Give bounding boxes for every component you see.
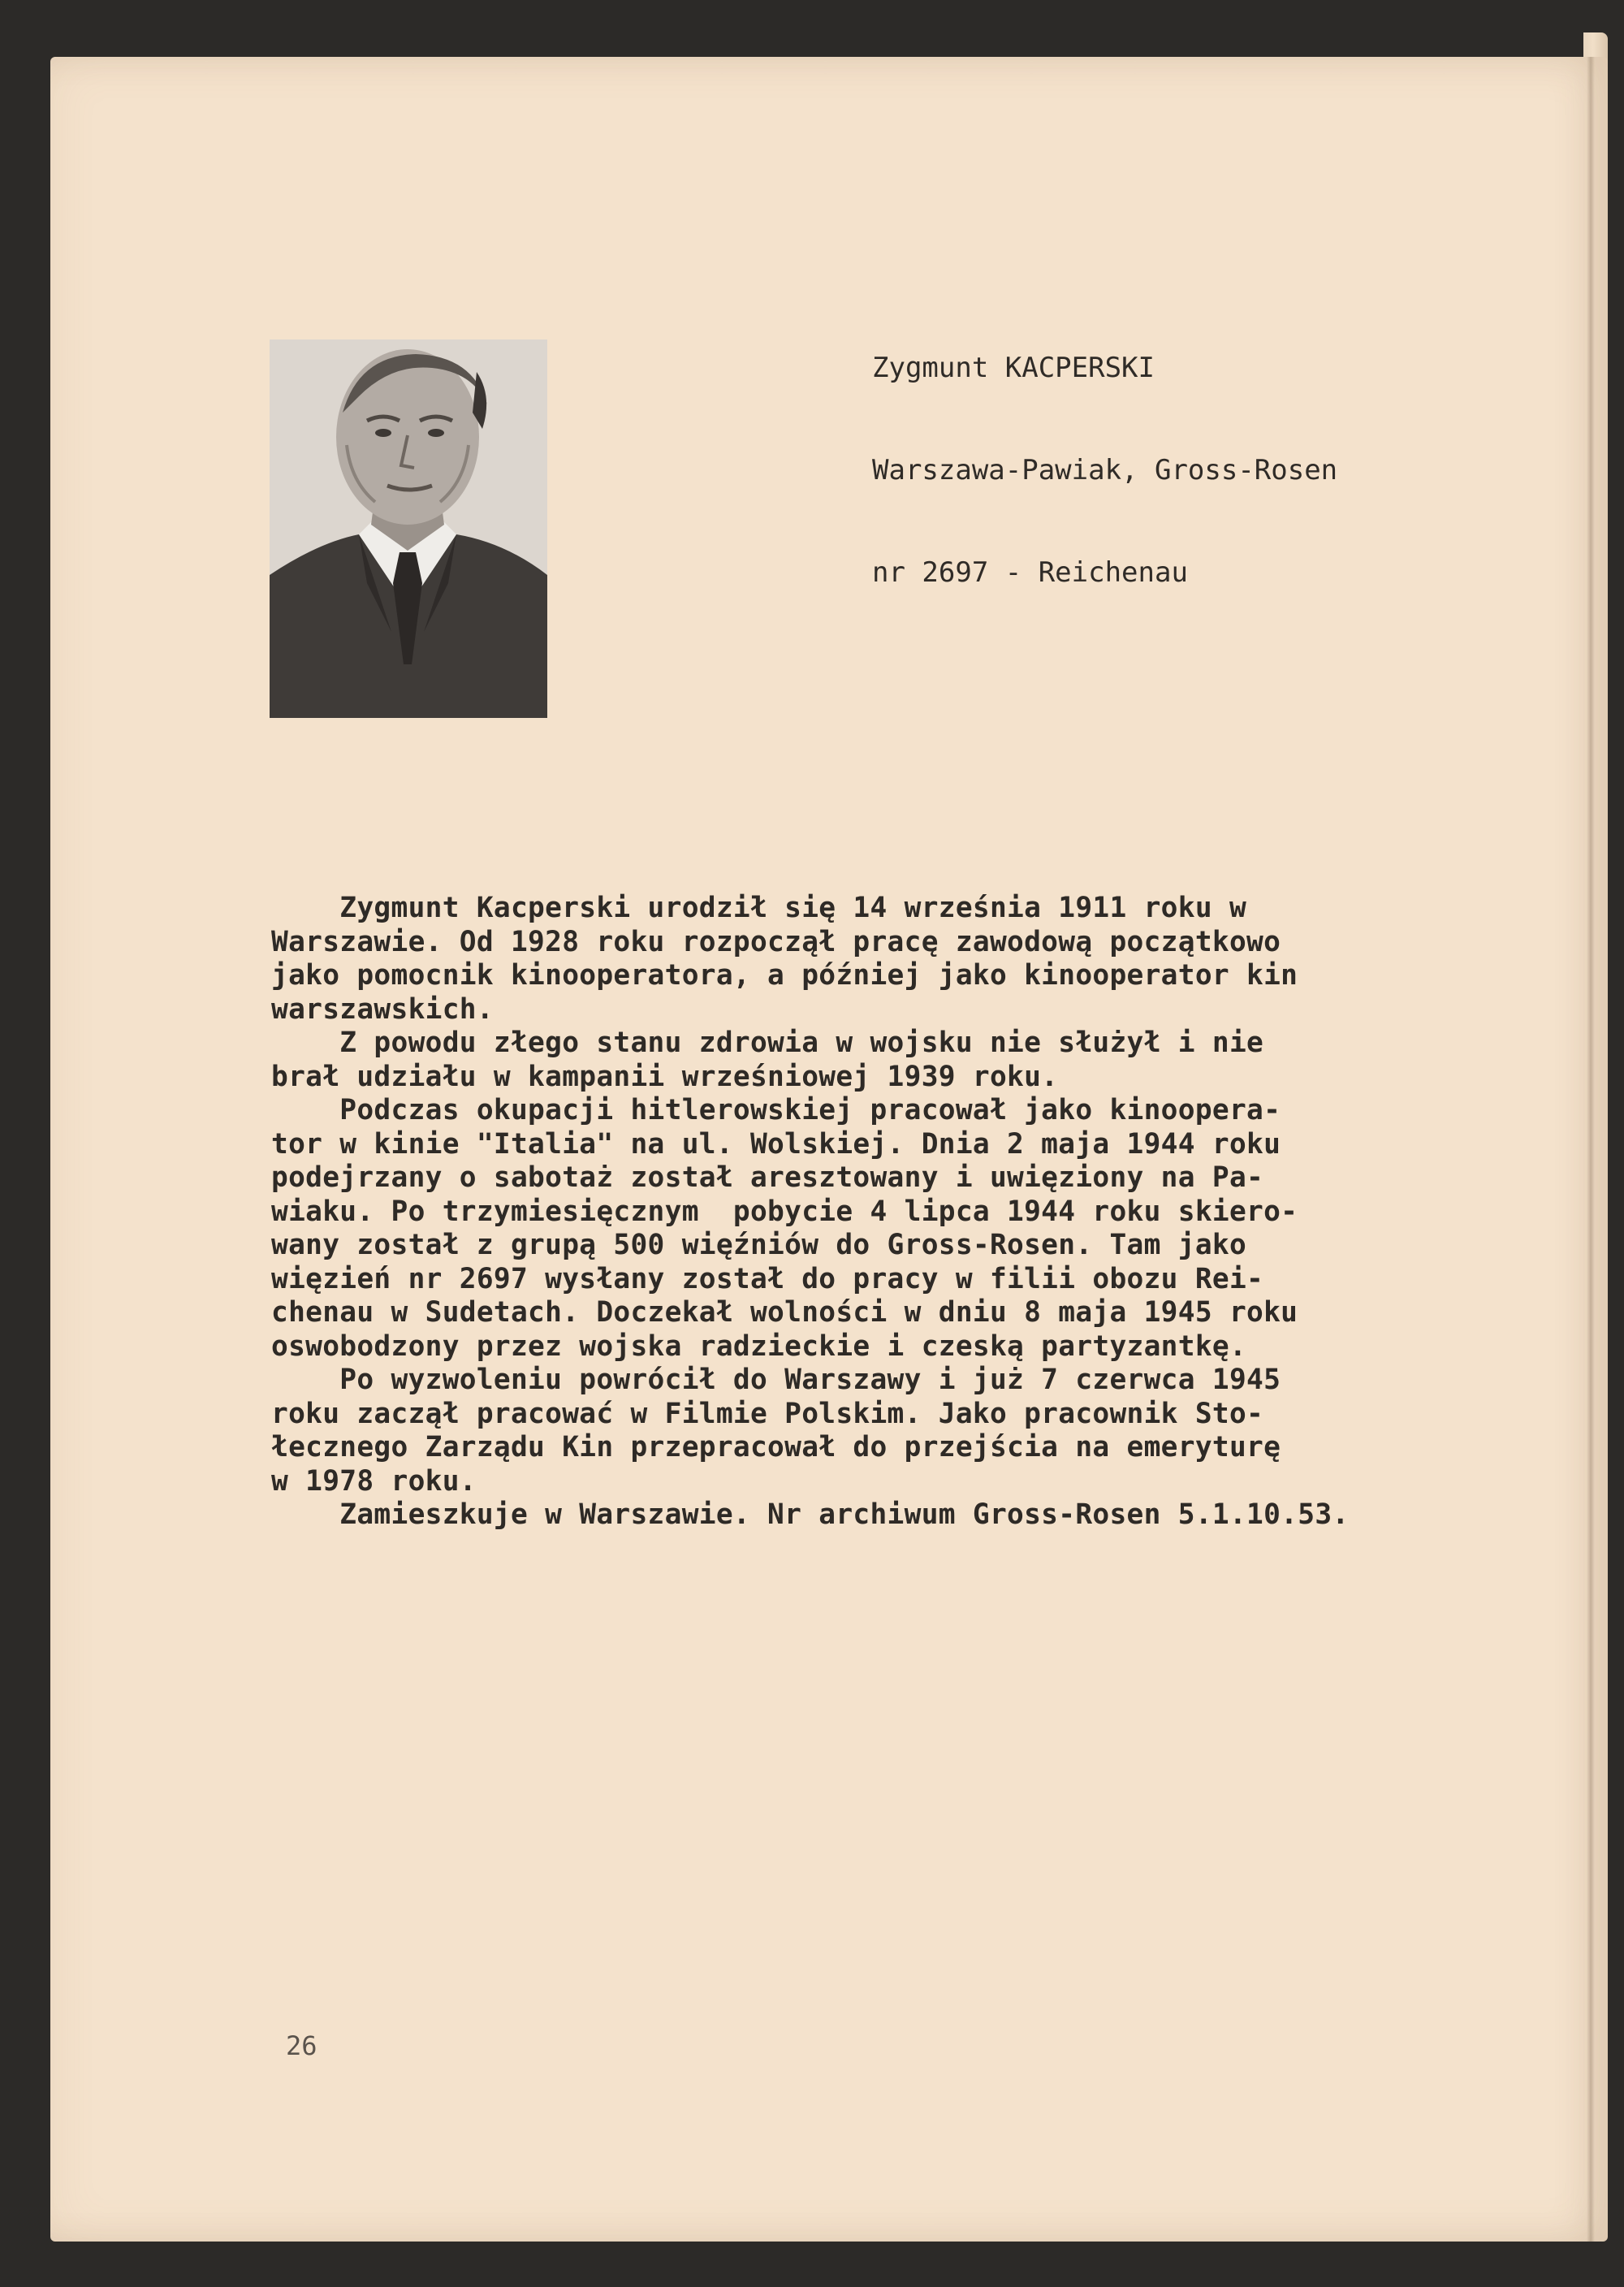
text-line: więzień nr 2697 wysłany został do pracy w filii obozu Rei- [271,1262,1264,1295]
text-line: Podczas okupacji hitlerowskiej pracował jako kinoopera- [271,1094,1281,1126]
text-line: w 1978 roku. [271,1464,477,1498]
caption-name: Zygmunt KACPERSKI [872,352,1155,384]
text-line: chenau w Sudetach. Doczekał wolności w dniu 8 maja 1945 roku [271,1296,1298,1329]
caption-camps: Warszawa-Pawiak, Gross-Rosen [872,454,1338,486]
photo-caption [872,283,1457,624]
text-line: brał udziału w kampanii wrześniowej 1939 roku. [271,1060,1059,1093]
text-line: jako pomocnik kinooperatora, a później jako kinooperator kin [271,959,1298,992]
caption-number: nr 2697 - Reichenau [872,556,1188,589]
page-number: 26 [286,2030,317,2061]
text-line: warszawskich. [271,992,494,1026]
portrait-photo [270,339,547,718]
portrait-icon [270,339,547,718]
text-line: podejrzany o sabotaż został aresztowany i uwięziony na Pa- [271,1161,1264,1194]
text-line: Zamieszkuje w Warszawie. Nr archiwum Gross-Rosen 5.1.10.53. [271,1498,1350,1531]
text-line: Warszawie. Od 1928 roku rozpoczął pracę zawodową początkowo [271,925,1281,958]
text-line: oswobodzony przez wojska radzieckie i czeską partyzantkę. [271,1329,1247,1363]
text-line: wany został z grupą 500 więźniów do Gross-Rosen. Tam jako [271,1229,1247,1261]
biography-text [271,892,1505,1533]
text-line: roku zaczął pracować w Filmie Polskim. Jako pracownik Sto- [271,1397,1264,1430]
text-line: Po wyzwoleniu powrócił do Warszawy i już 7 czerwca 1945 [271,1364,1281,1396]
text-line: wiaku. Po trzymiesięcznym pobycie 4 lipca 1944 roku skiero- [271,1195,1298,1228]
text-line: Z powodu złego stanu zdrowia w wojsku nie służył i nie [271,1027,1264,1059]
text-line: tor w kinie "Italia" na ul. Wolskiej. Dnia 2 maja 1944 roku [271,1127,1281,1161]
text-line: Zygmunt Kacperski urodził się 14 września 1911 roku w [271,892,1247,924]
text-line: łecznego Zarządu Kin przepracował do przejścia na emeryturę [271,1431,1281,1463]
book-gutter [1587,57,1595,2242]
